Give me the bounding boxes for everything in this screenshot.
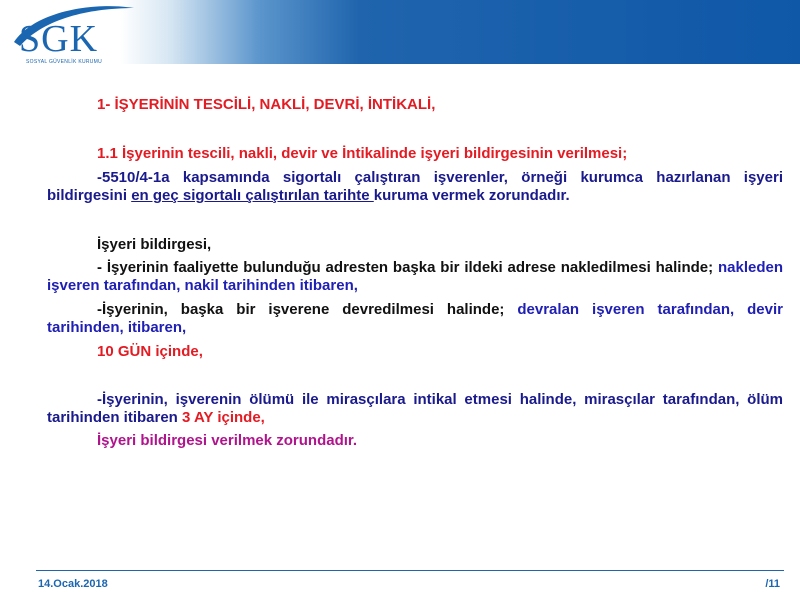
paragraph-4 — [47, 259, 783, 295]
paragraph-4-part-a: - İşyerinin faaliyette bulunduğu adresten başka bir ildeki adrese nakledilmesi halinde; — [97, 259, 718, 276]
logo-text: SGK — [19, 18, 99, 60]
paragraph-4-part-b: nakleden işveren tarafından, nakil tarihinden itibaren, — [47, 259, 783, 294]
paragraph-5-part-a: -İşyerinin, başka bir işverene devredilmesi halinde; — [97, 301, 518, 318]
paragraph-1: 1.1 İşyerinin tescili, nakli, devir ve İntikalinde işyeri bildirgesinin verilmesi; — [97, 145, 628, 162]
paragraph-5-part-b: devralan işveren tarafından, devir tarihinden, itibaren, — [47, 301, 783, 336]
slide-content — [47, 96, 783, 450]
paragraph-2-underlined: en geç sigortalı çalıştırılan tarihte — [131, 187, 374, 204]
footer-divider — [36, 570, 784, 571]
footer-page-number: /11 — [765, 578, 780, 590]
paragraph-7-part-b: 3 AY içinde, — [182, 409, 265, 426]
section-heading: 1- İŞYERİNİN TESCİLİ, NAKLİ, DEVRİ, İNTİKALİ, — [97, 96, 436, 113]
paragraph-8: İşyeri bildirgesi verilmek zorundadır. — [97, 432, 358, 449]
paragraph-7 — [47, 391, 783, 427]
sgk-logo — [6, 2, 156, 64]
paragraph-2-part-a: -5510/4-1a kapsamında sigortalı çalıştıran işverenler, örneği kurumca hazırlanan işyeri bildirgesini — [47, 169, 783, 204]
paragraph-2 — [47, 169, 783, 205]
paragraph-3: İşyeri bildirgesi, — [97, 236, 212, 253]
footer-date: 14.Ocak.2018 — [38, 578, 108, 590]
paragraph-2-part-c: kuruma vermek zorundadır. — [373, 187, 570, 204]
paragraph-6: 10 GÜN içinde, — [97, 343, 203, 360]
logo-subtitle: SOSYAL GÜVENLİK KURUMU — [26, 59, 103, 65]
paragraph-7-part-a: -İşyerinin, işverenin ölümü ile mirasçılara intikal etmesi halinde, mirasçılar tarafından, ölüm tarihinden itibaren — [47, 391, 783, 426]
paragraph-5 — [47, 301, 783, 337]
